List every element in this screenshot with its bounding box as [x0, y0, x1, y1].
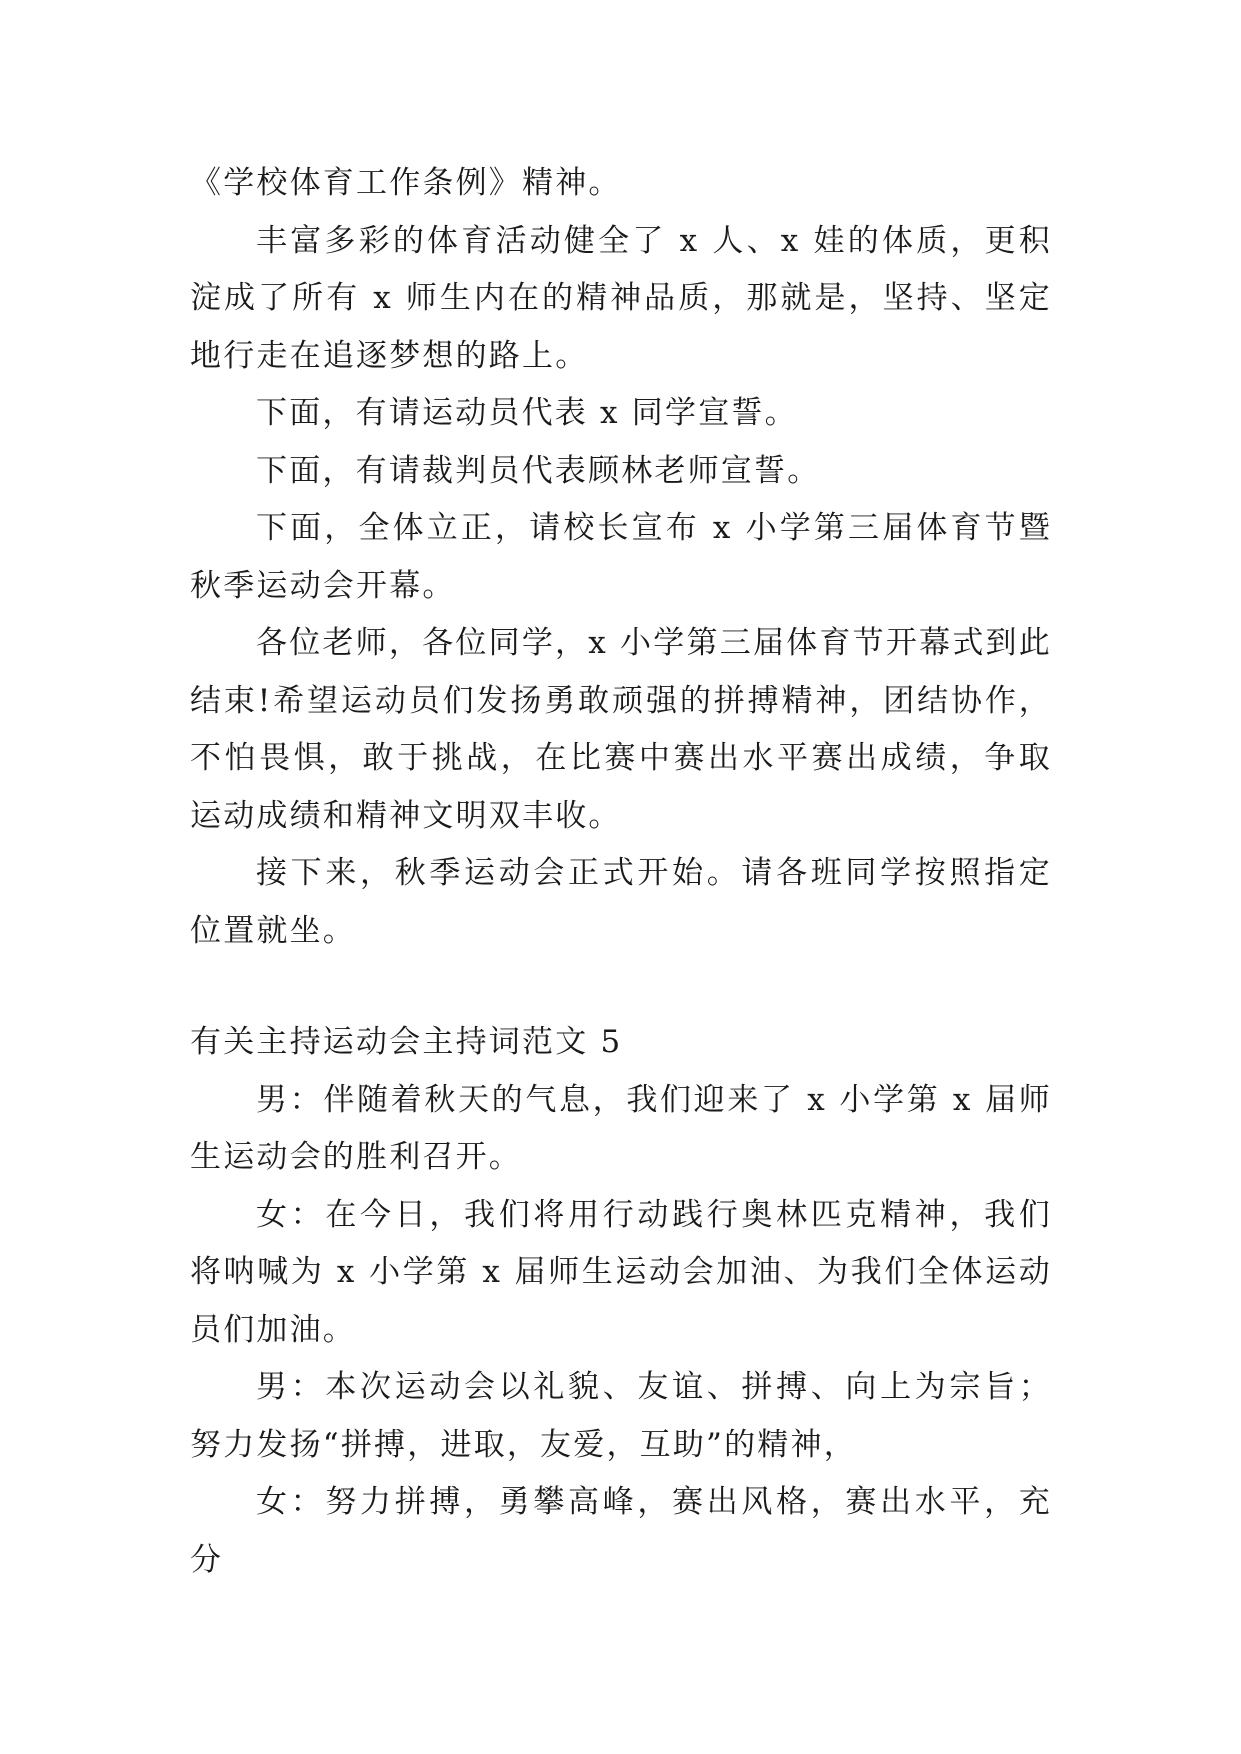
document-body — [190, 155, 1052, 1589]
paragraph: 丰富多彩的体育活动健全了 x 人、x 娃的体质，更积淀成了所有 x 师生内在的精神品质，那就是，坚持、坚定地行走在追逐梦想的路上。 — [190, 222, 1052, 374]
paragraph: 各位老师，各位同学，x 小学第三届体育节开幕式到此结束!希望运动员们发扬勇敢顽强的拼搏精神，团结协作，不怕畏惧，敢于挑战，在比赛中赛出水平赛出成绩，争取运动成绩和精神文明双丰收。 — [190, 625, 1052, 834]
paragraph: 女：努力拼搏，勇攀高峰，赛出风格，赛出水平，充分 — [190, 1484, 1052, 1578]
section-heading: 有关主持运动会主持词范文 5 — [190, 1024, 623, 1060]
paragraph: 下面，全体立正，请校长宣布 x 小学第三届体育节暨秋季运动会开幕。 — [190, 510, 1052, 604]
paragraph: 男：伴随着秋天的气息，我们迎来了 x 小学第 x 届师生运动会的胜利召开。 — [190, 1081, 1052, 1175]
paragraph: 女：在今日，我们将用行动践行奥林匹克精神，我们将呐喊为 x 小学第 x 届师生运动会加油、为我们全体运动员们加油。 — [190, 1196, 1052, 1348]
paragraph: 男：本次运动会以礼貌、友谊、拼搏、向上为宗旨；努力发扬“拼搏，进取，友爱，互助”的精神， — [190, 1369, 1052, 1463]
paragraph-continuation: 《学校体育工作条例》精神。 — [190, 165, 622, 201]
paragraph: 下面，有请裁判员代表顾林老师宣誓。 — [256, 452, 821, 489]
paragraph: 下面，有请运动员代表 x 同学宣誓。 — [256, 395, 798, 431]
paragraph: 接下来，秋季运动会正式开始。请各班同学按照指定位置就坐。 — [190, 855, 1052, 949]
